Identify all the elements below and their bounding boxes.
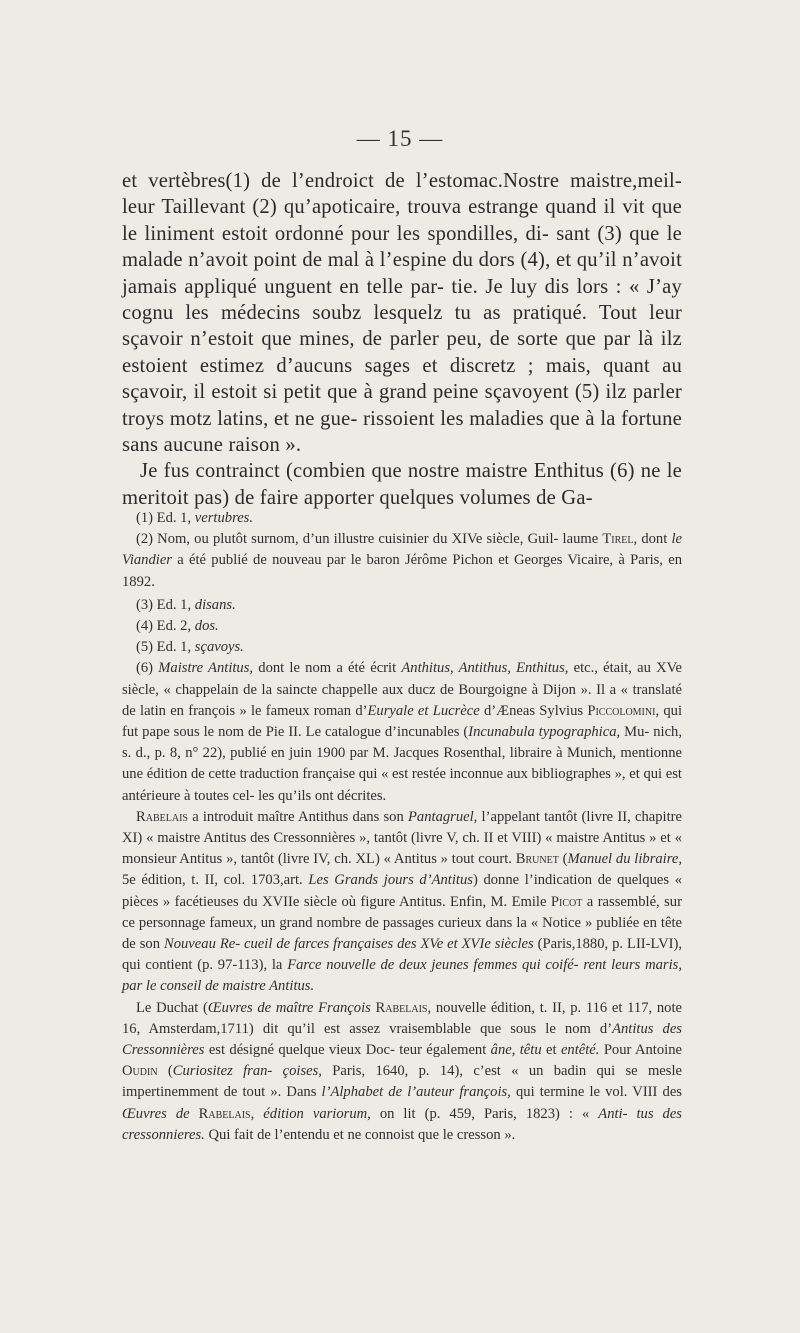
footnote-6-rabelais: Rabelais a introduit maître Antithus dans son Pantagruel, l’appelant tantôt (livre II, chapitre XI) « maistre Antitus des Cressonnières », tantôt (livre V, ch. II et VIII) « maistre Antitus » et « monsieur Antitus », tantôt (livre IV, ch. XL) « Antitus » tout court. Brunet (Manuel du libraire, 5e édition, t. II, col. 1703,art. Les Grands jours d’Antitus) donne l’indication de quelques « pièces » facétieuses du XVIIe siècle où figure Antitus. Enfin, M. Emile Picot a rassemblé, sur ce personnage fameux, un grand nombre de passages curieux dans la « Notice » publiée en tête de son Nouveau Re- cueil de farces françaises des XVe et XVIe siècles (Paris,1880, p. LII-LVI), qui contient (p. 97-113), la Farce nouvelle de deux jeunes femmes qui coifé- rent leurs maris, par le conseil de maistre Antitus. (122, 808, 683, 995)
page-number: — 15 — (356, 126, 444, 151)
footnote-1: (1) Ed. 1, vertubres. (136, 510, 254, 526)
main-paragraph-2: Je fus contrainct (combien que nostre maistre Enthitus (6) ne le meritoit pas) de faire apporter quelques volumes de Ga- (122, 460, 682, 509)
footnotes (122, 508, 682, 1146)
footnote-6-duchat: Le Duchat (Œuvres de maître François Rabelais, nouvelle édition, t. II, p. 116 et 117, note 16, Amsterdam,1711) dit qu’il est assez vraisemblable que sous le nom d’Antitus des Cressonnières est désigné quelque vieux Doc- teur également âne, têtu et entêté. Pour Antoine Oudin (Curiositez fran- çoises, Paris, 1640, p. 14), c’est « un badin qui se mesle impertinemment de tout ». Dans l’Alphabet de l’auteur françois, qui termine le vol. VIII des Œuvres de Rabelais, édition variorum, on lit (p. 459, Paris, 1823) : « Anti- tus des cressonnieres. Qui fait de l’entendu et ne connoist que le cresson ». (122, 999, 682, 1143)
footnote-4: (4) Ed. 2, dos. (136, 618, 219, 635)
footnote-6: (6) Maistre Antitus, dont le nom a été écrit Anthitus, Antithus, Enthitus, etc., était, au XVe siècle, « chappelain de la saincte chappelle aux ducz de Bourgoigne à Dijon ». Il a « translaté de latin en françois » le fameux roman d’Euryale et Lucrèce d’Æneas Sylvius Piccolomini, qui fut pape sous le nom de Pie II. Le catalogue d’incunables (Incunabula typographica, Mu- nich, s. d., p. 8, n° 22), publié en juin 1900 par M. Jacques Rosenthal, libraire à Munich, mentionne une édition de cette traduction française qui « est restée inconnue aux bibliographes », et qui est antérieure à toutes cel- les qu’ils ont décrites. (122, 660, 683, 804)
footnote-3: (3) Ed. 1, disans. (136, 596, 236, 613)
main-text (122, 168, 682, 511)
main-paragraph-1: et vertèbres(1) de l’endroict de l’estomac.Nostre maistre,meil- leur Taillevant (2) qu’apoticaire, trouva estrange quand il vit que le liniment estoit ordonné pour les spondilles, di- sant (3) que le malade n’avoit point de mal à l’espine du dors (4), et qu’il n’avoit jamais appliqué unguent en telle par- tie. Je luy dis lors : « J’ay cognu les médecins soubz lesquelz tu as pratiqué. Tout leur sçavoir n’estoit que mines, de parler peu, de sorte que par là ilz estoient estimez d’aucuns sages et discretz ; mais, quant au sçavoir, il estoit si petit que à grand peine sçavoyent (5) ilz parler troys motz latins, et ne gue- rissoient les maladies que à la fortune sans aucune raison ». (122, 170, 682, 457)
footnote-2: (2) Nom, ou plutôt surnom, d’un illustre cuisinier du XIVe siècle, Guil- laume Tirel, dont le Viandier a été publié de nouveau par le baron Jérôme Pichon et Georges Vicaire, à Paris, en 1892. (122, 531, 682, 590)
footnote-5: (5) Ed. 1, sçavoys. (136, 639, 244, 656)
